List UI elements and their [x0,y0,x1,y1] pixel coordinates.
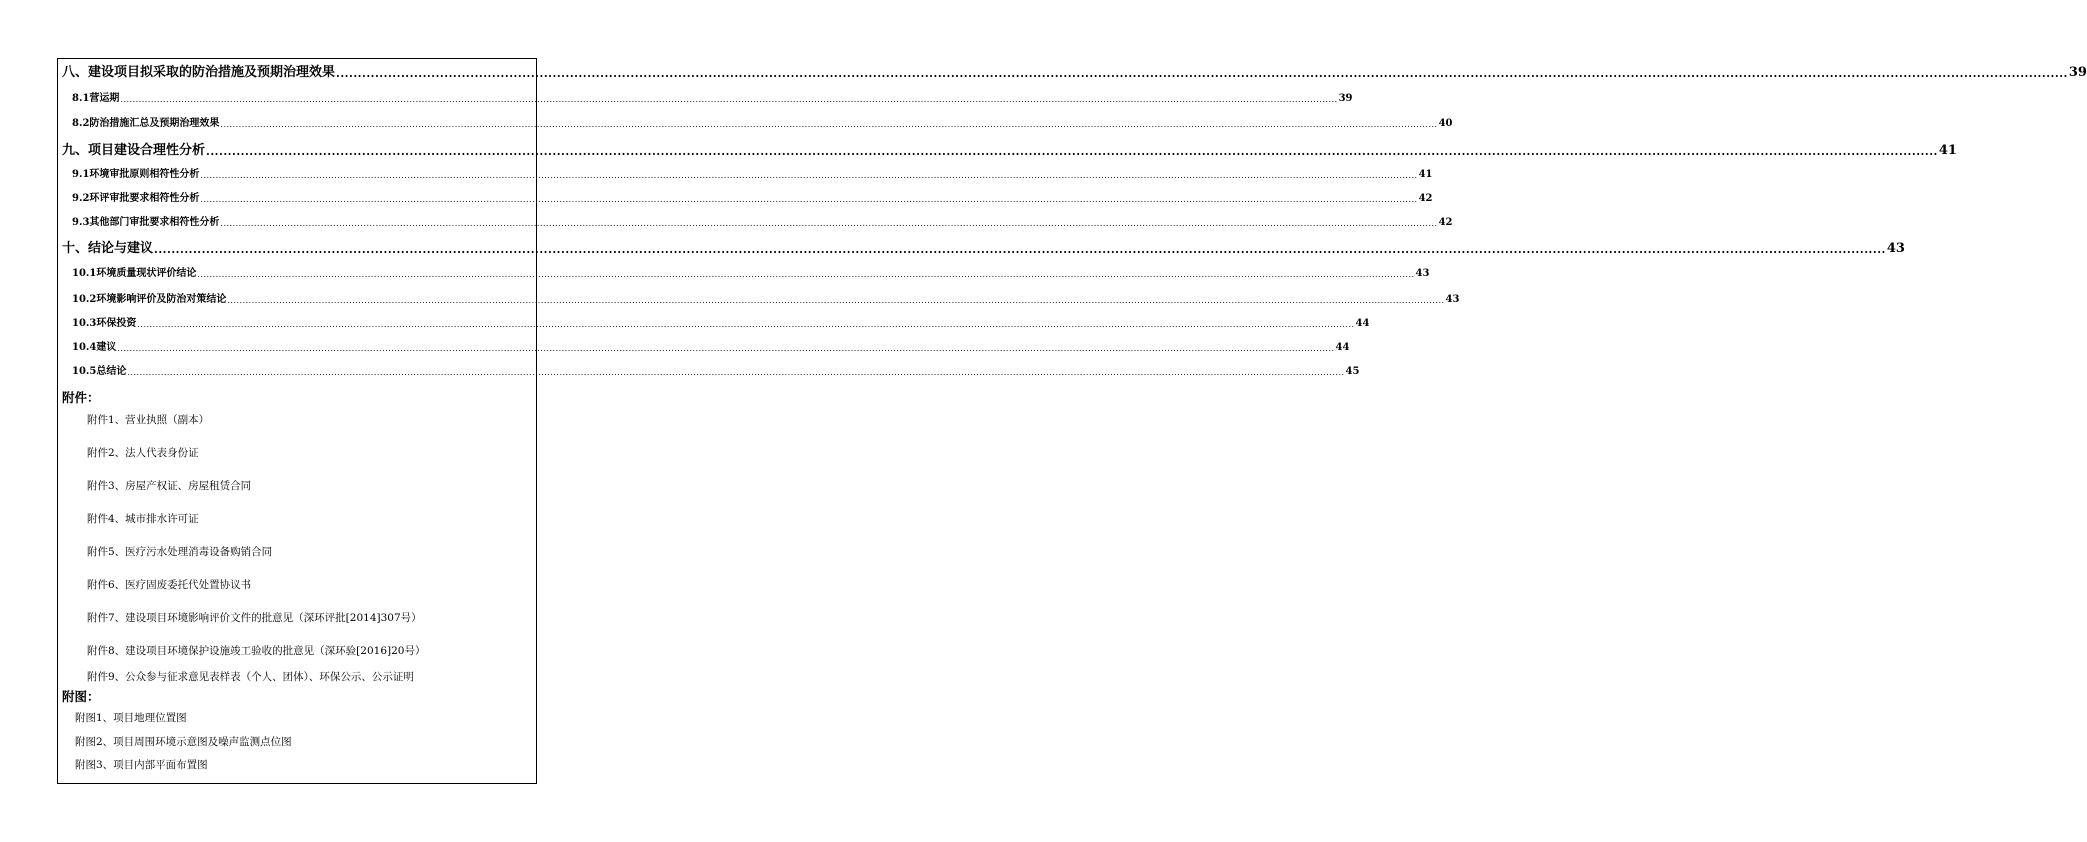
toc-entry-label: 10.2环境影响评价及防治对策结论 [72,294,227,305]
toc-entry-label: 10.4建议 [72,342,117,353]
attachment-item: 附件6、医疗固废委托代处置协议书 [87,579,252,591]
toc-entry[interactable] [62,265,1430,279]
toc-entry[interactable] [62,140,1957,158]
toc-leader-dots: ................................................................................................................................................................................................................................................................................................................................................................................................................ [127,368,1345,377]
toc-entry[interactable] [62,363,1360,377]
toc-entry-label: 9.1环境审批原则相符性分析 [72,169,200,180]
toc-entry[interactable] [62,190,1433,204]
toc-leader-dots: ................................................................................................................................................................................................................................................................................................................................................................................................................ [197,270,1415,279]
toc-entry-page: 45 [1345,366,1360,377]
toc-entry-label: 八、建设项目拟采取的防治措施及预期治理效果 [62,65,336,80]
toc-leader-dots: ................................................................................................................................................................................................................................................................................................................................................................................................................ [137,320,1355,329]
figures-title: 附图： [62,689,100,704]
toc-entry-label: 8.1营运期 [72,93,120,104]
toc-leader-dots: ................................................................................................................................................................................................................................................................................................................................................................................................................ [220,219,1438,228]
attachment-item: 附件9、公众参与征求意见表样表（个人、团体）、环保公示、公示证明 [87,671,414,683]
toc-entry-page: 43 [1415,268,1430,279]
toc-leader-dots: ................................................................................................................................................................................................................................................................................................................................................................................................................ [220,120,1438,129]
attachments-title: 附件： [62,390,100,405]
attachment-item: 附件4、城市排水许可证 [87,513,199,525]
toc-entry-page: 44 [1355,318,1370,329]
toc-entry-page: 41 [1418,169,1433,180]
attachment-item: 附件3、房屋产权证、房屋租赁合同 [87,480,252,492]
toc-entry-page: 42 [1438,217,1453,228]
toc-entry[interactable] [62,339,1350,353]
toc-entry-label: 十、结论与建议 [62,241,154,256]
toc-leader-dots: ................................................................................................................................................................................................................................................................................................................................................................................................................ [200,171,1418,180]
toc-entry-page: 42 [1418,193,1433,204]
toc-entry[interactable] [62,315,1370,329]
toc-entry-label: 10.5总结论 [72,366,127,377]
toc-entry[interactable] [62,214,1453,228]
toc-entry-label: 九、项目建设合理性分析 [62,143,206,158]
toc-entry-page: 41 [1938,143,1957,158]
attachment-item: 附件8、建设项目环境保护设施竣工验收的批意见（深环验[2016]20号） [87,645,426,657]
toc-entry[interactable] [62,90,1353,104]
toc-entry-page: 39 [2068,65,2087,80]
toc-entry-page: 44 [1335,342,1350,353]
toc-leader-dots: ................................................................................................................................................................................................................................................................................................................................................................................................................ [120,95,1338,104]
attachment-item: 附件7、建设项目环境影响评价文件的批意见（深环评批[2014]307号） [87,612,422,624]
toc-leader-dots: ................................................................................................................................................................................................................................................................................................................................................................................................................ [154,243,1886,256]
attachment-item: 附件1、营业执照（副本） [87,414,210,426]
toc-entry-page: 43 [1445,294,1460,305]
toc-entry-label: 10.3环保投资 [72,318,137,329]
toc-entry-label: 10.1环境质量现状评价结论 [72,268,197,279]
toc-entry-label: 9.2环评审批要求相符性分析 [72,193,200,204]
toc-leader-dots: ................................................................................................................................................................................................................................................................................................................................................................................................................ [206,145,1938,158]
toc-leader-dots: ................................................................................................................................................................................................................................................................................................................................................................................................................ [336,67,2068,80]
toc-entry[interactable] [62,62,2087,80]
toc-leader-dots: ................................................................................................................................................................................................................................................................................................................................................................................................................ [117,344,1335,353]
toc-entry-label: 8.2防治措施汇总及预期治理效果 [72,118,220,129]
toc-entry-page: 40 [1438,118,1453,129]
toc-entry-page: 43 [1886,241,1905,256]
toc-entry[interactable] [62,291,1460,305]
toc-entry[interactable] [62,166,1433,180]
figure-item: 附图3、项目内部平面布置图 [75,759,208,771]
toc-entry[interactable] [62,115,1453,129]
figure-item: 附图2、项目周围环境示意图及噪声监测点位图 [75,736,292,748]
toc-entry[interactable] [62,238,1905,256]
figure-item: 附图1、项目地理位置图 [75,712,187,724]
toc-leader-dots: ................................................................................................................................................................................................................................................................................................................................................................................................................ [200,195,1418,204]
toc-entry-label: 9.3其他部门审批要求相符性分析 [72,217,220,228]
attachment-item: 附件5、医疗污水处理消毒设备购销合同 [87,546,273,558]
attachment-item: 附件2、法人代表身份证 [87,447,199,459]
toc-leader-dots: ................................................................................................................................................................................................................................................................................................................................................................................................................ [227,296,1445,305]
toc-entry-page: 39 [1338,93,1353,104]
